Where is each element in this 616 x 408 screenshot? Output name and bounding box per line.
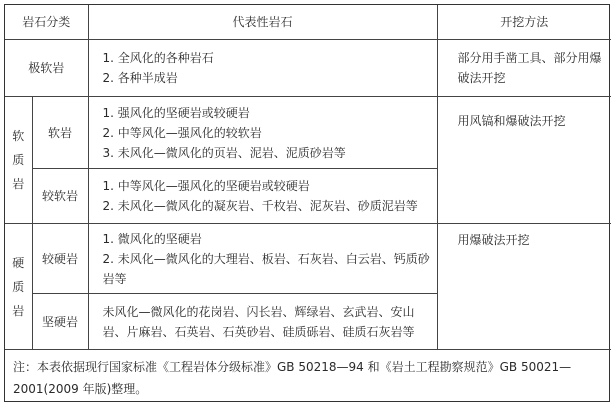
group-char: 软 — [12, 129, 25, 143]
method-soft-group: 用风镐和爆破法开挖 — [437, 97, 611, 224]
rocks-extremely-soft — [88, 40, 437, 97]
rock-line: 未风化—微风化的花岗岩、闪长岩、辉绿岩、玄武岩、安山岩、片麻岩、石英岩、石英砂岩、硅质砾岩、硅质石灰岩等 — [102, 304, 415, 339]
table-row — [5, 40, 611, 97]
rocks-hard — [88, 294, 437, 350]
method-extremely-soft: 部分用手凿工具、部分用爆破法开挖 — [437, 40, 611, 97]
rock-line: 2. 未风化—微风化的大理岩、板岩、石灰岩、白云岩、钙质砂岩等 — [102, 251, 430, 286]
category-soft: 软岩 — [32, 97, 88, 169]
rocks-soft — [88, 97, 437, 169]
group-char: 岩 — [12, 303, 25, 318]
category-harder: 较硬岩 — [32, 224, 88, 294]
group-char: 质 — [12, 153, 25, 167]
rock-line: 2. 各种半成岩 — [102, 71, 178, 85]
group-char: 质 — [12, 279, 25, 294]
rock-line: 2. 中等风化—强风化的较软岩 — [102, 125, 262, 140]
note-row — [5, 350, 611, 407]
rocks-harder — [88, 224, 437, 294]
category-softer: 较软岩 — [32, 169, 88, 224]
header-representative-rock: 代表性岩石 — [88, 5, 437, 40]
header-excavation-method: 开挖方法 — [437, 5, 611, 40]
rock-line: 2. 未风化—微风化的凝灰岩、千枚岩、泥灰岩、砂质泥岩等 — [102, 199, 418, 213]
rock-line: 3. 未风化—微风化的页岩、泥岩、泥质砂岩等 — [102, 145, 346, 160]
rocks-softer — [88, 169, 437, 224]
group-soft-rock — [5, 97, 32, 224]
method-hard-group: 用爆破法开挖 — [437, 224, 611, 350]
table-note: 注：本表依据现行国家标准《工程岩体分级标准》GB 50218—94 和《岩土工程勘察规范》GB 50021—2001(2009 年版)整理。 — [5, 350, 611, 407]
category-extremely-soft: 极软岩 — [5, 40, 88, 97]
category-hard: 坚硬岩 — [32, 294, 88, 350]
header-row — [5, 5, 611, 40]
header-category: 岩石分类 — [5, 5, 88, 40]
group-char: 岩 — [12, 177, 25, 191]
rock-excavation-table — [5, 5, 611, 406]
table-row — [5, 224, 611, 294]
rock-line: 1. 全风化的各种岩石 — [102, 51, 214, 65]
group-char: 硬 — [12, 255, 25, 270]
rock-line: 1. 中等风化—强风化的坚硬岩或较硬岩 — [102, 179, 310, 193]
group-hard-rock — [5, 224, 32, 350]
rock-excavation-table-frame — [4, 4, 610, 402]
rock-line: 1. 微风化的坚硬岩 — [102, 231, 202, 246]
rock-line: 1. 强风化的坚硬岩或较硬岩 — [102, 105, 250, 120]
table-row — [5, 97, 611, 169]
